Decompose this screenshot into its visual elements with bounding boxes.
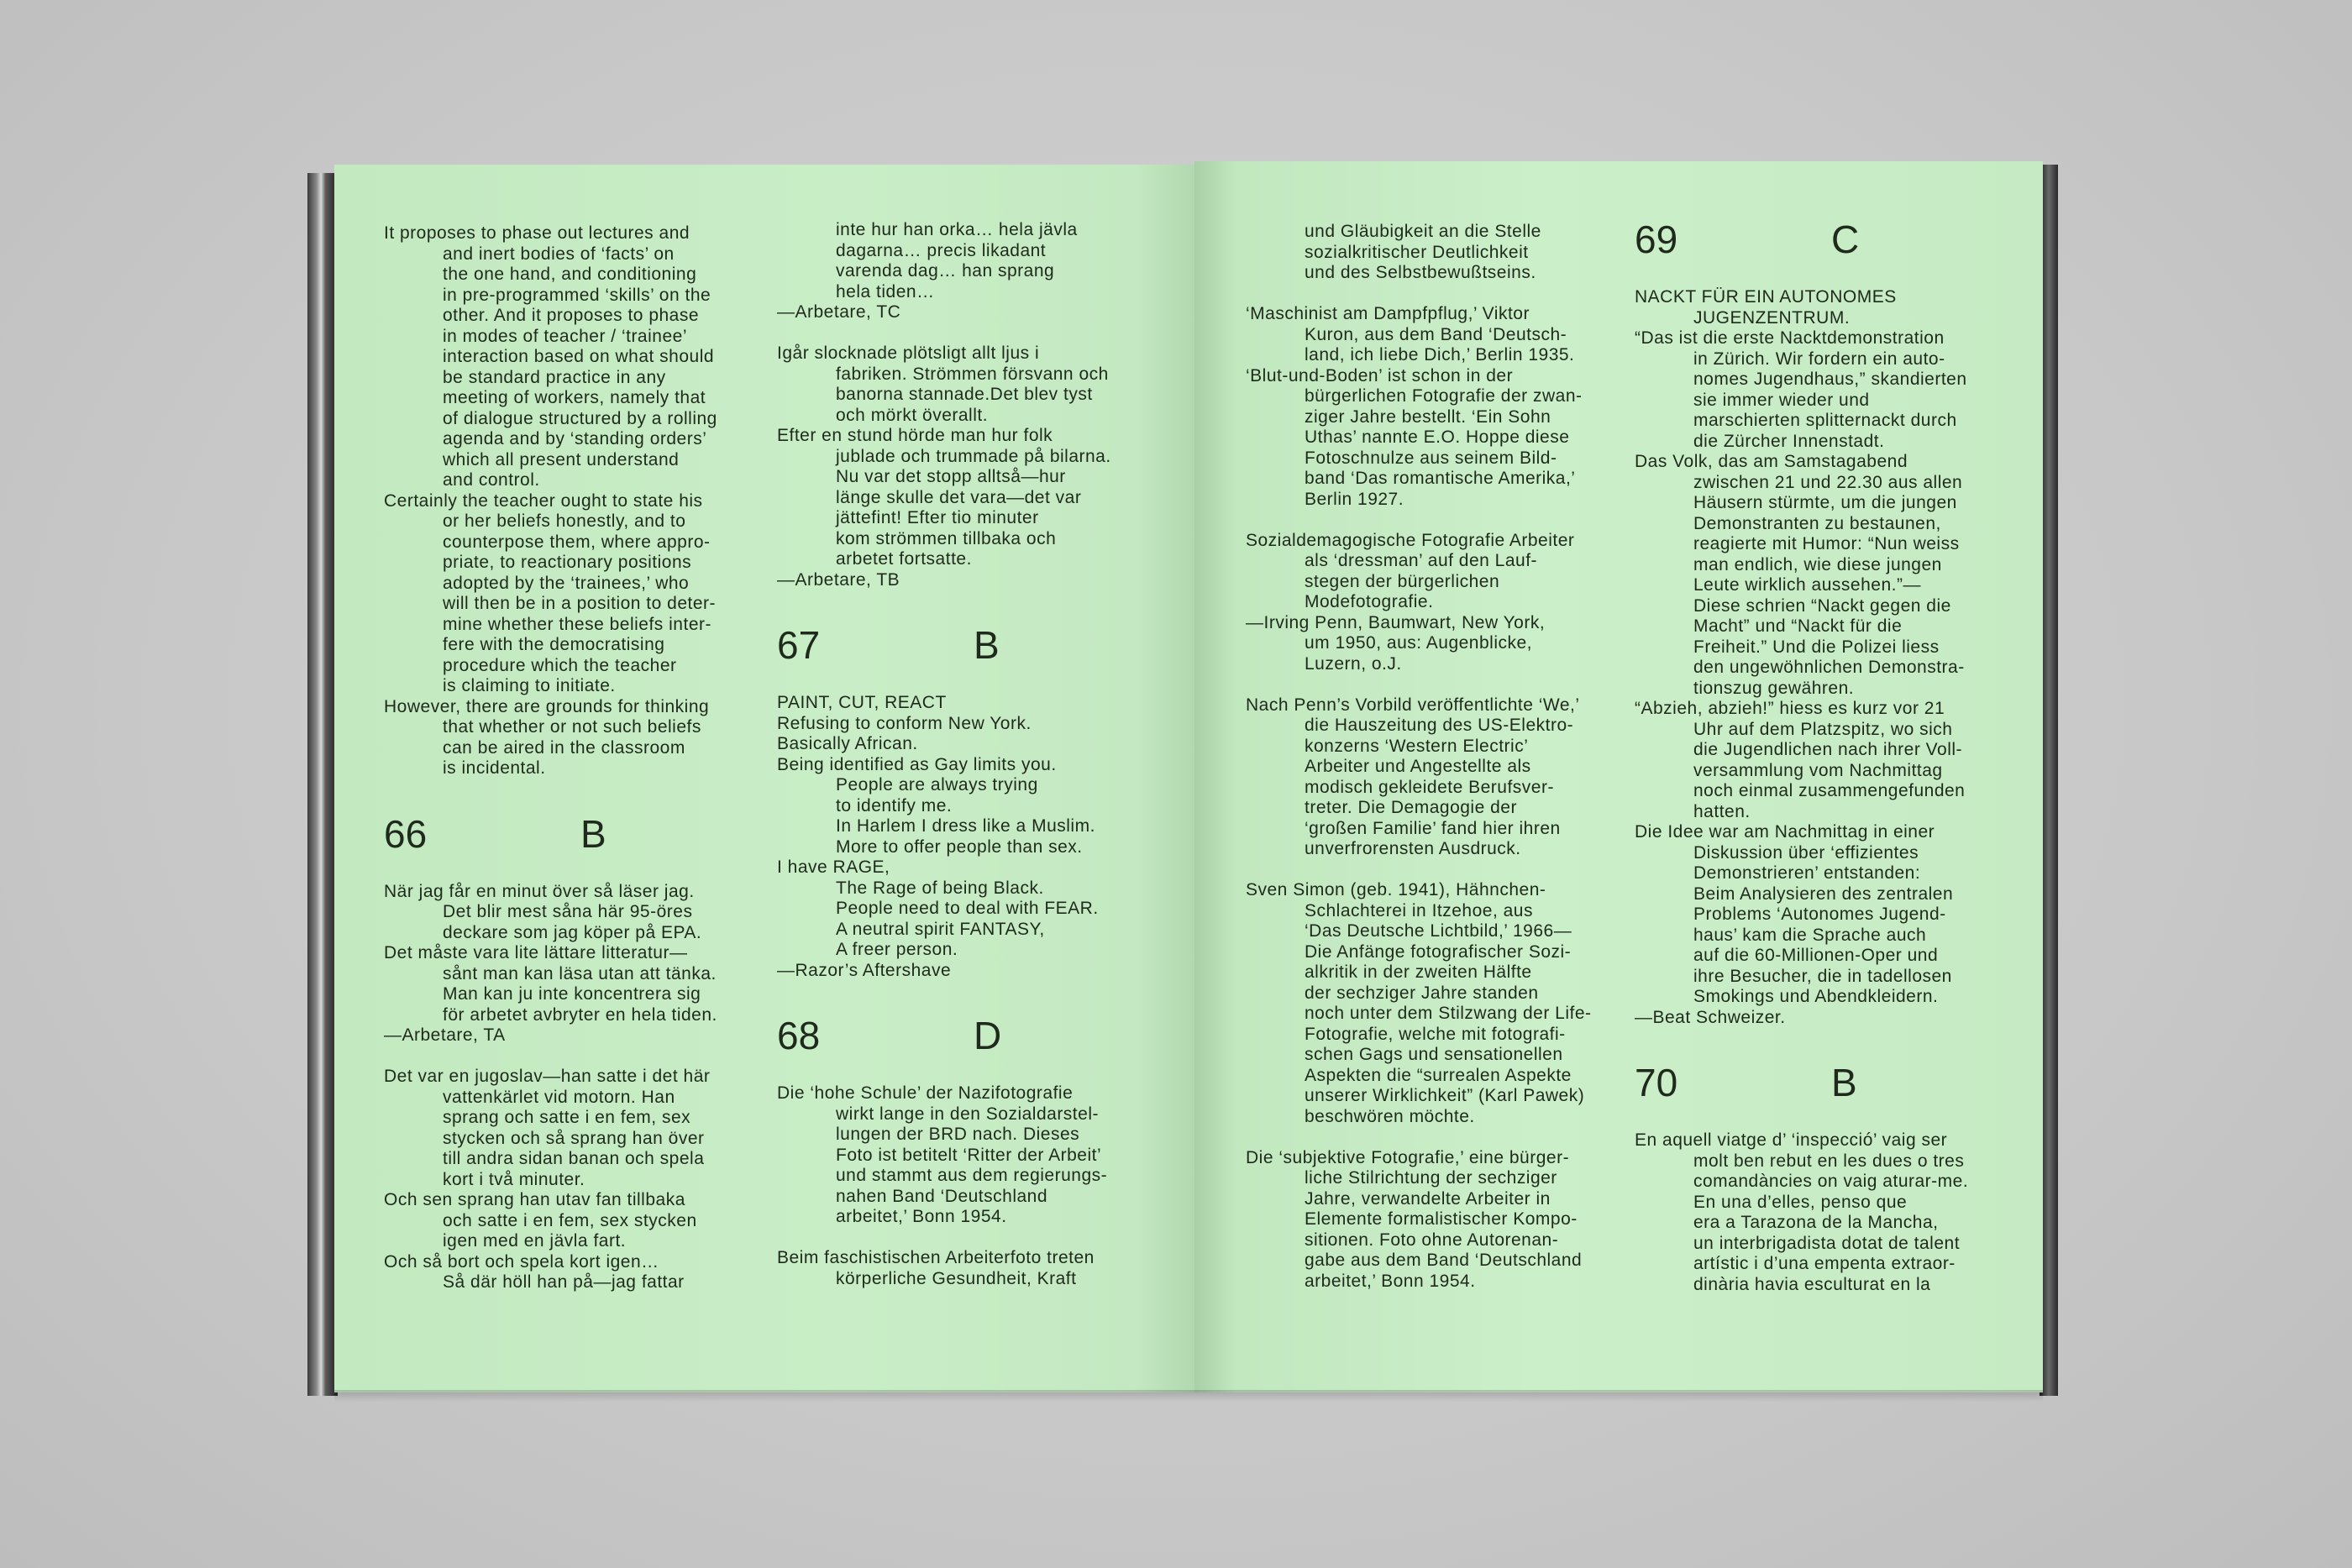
text-line: meeting of workers, namely that (443, 388, 706, 407)
text-line: Fotografie, welche mit fotografi- (1305, 1024, 1566, 1044)
text-line: hatten. (1693, 801, 1751, 821)
text-line: molt ben rebut en les dues o tres (1693, 1151, 1965, 1171)
text-line: lungen der BRD nach. Dieses (836, 1125, 1080, 1144)
text-entry (1635, 1130, 2013, 1295)
text-line: Problems ‘Autonomes Jugend- (1693, 905, 1946, 924)
text-line: gabe aus dem Band ‘Deutschland (1305, 1251, 1583, 1270)
text-line: of dialogue structured by a rolling (443, 408, 717, 428)
text-line: marschierten splitternackt durch (1693, 411, 1957, 430)
section-number: 66 (384, 811, 428, 856)
text-line: Nu var det stopp alltså—hur (836, 467, 1066, 486)
text-line: treter. Die Demagogie der (1305, 798, 1517, 817)
text-line: or her beliefs honestly, and to (443, 511, 686, 531)
text-line: artístic i d’una empenta extraor- (1693, 1254, 1956, 1273)
text-line: the one hand, and conditioning (443, 265, 697, 284)
paragraph (384, 223, 762, 491)
text-line: die Jugendlichen nach ihrer Voll- (1693, 740, 1963, 759)
text-line: Leute wirklich aussehen.”— (1693, 575, 1921, 595)
text-line: stycken och så sprang han över (443, 1128, 705, 1148)
text-line: körperliche Gesundheit, Kraft (836, 1268, 1077, 1288)
text-line: Die Anfänge fotografischer Sozi- (1305, 941, 1572, 962)
text-line: sånt man kan läsa utan att tänka. (443, 963, 717, 983)
text-line: haus’ kam die Sprache auch (1693, 925, 1927, 945)
section-heading (1635, 218, 2013, 260)
text-line: ‘Maschinist am Dampfpflug,’ Viktor (1246, 304, 1530, 323)
text-line: —Arbetare, TA (384, 1025, 506, 1045)
text-entry (1246, 222, 1624, 284)
text-line: Certainly the teacher ought to state his (384, 490, 703, 511)
text-line: The Rage of being Black. (836, 878, 1044, 898)
paragraph (384, 1252, 762, 1293)
text-line: un interbrigadista dotat de talent (1693, 1233, 1961, 1253)
section-number: 68 (777, 1014, 821, 1057)
paragraph (384, 491, 762, 697)
text-line: noch einmal zusammengefunden (1693, 781, 1966, 800)
paragraph (384, 1190, 762, 1252)
text-line: ziger Jahre bestellt. ‘Ein Sohn (1305, 406, 1551, 427)
text-line: Das Volk, das am Samstagabend (1635, 452, 1908, 471)
text-line: reagierte mit Humor: “Nun weiss (1693, 534, 1960, 553)
text-line: ‘Das Deutsche Lichtbild,’ 1966— (1305, 921, 1572, 941)
text-line: Arbeiter und Angestellte als (1305, 757, 1531, 776)
text-column-4 (1635, 218, 2013, 1295)
paragraph (1635, 1008, 2013, 1029)
text-line: Nach Penn’s Vorbild veröffentlichte ‘We,’ (1246, 695, 1580, 715)
text-line: and control. (443, 470, 540, 490)
paragraph (384, 1067, 762, 1190)
paragraph (1246, 222, 1624, 284)
text-line: “Abzieh, abzieh!” hiess es kurz vor 21 (1635, 699, 1945, 718)
paragraph (1635, 287, 2013, 328)
text-line: Igår slocknade plötsligt allt ljus i (777, 343, 1040, 363)
text-line: sozialkritischer Deutlichkeit (1305, 242, 1529, 262)
text-line: und stammt aus dem regierungs- (836, 1166, 1108, 1185)
text-line: ‘großen Familie’ fand hier ihren (1305, 818, 1561, 838)
text-line: Freiheit.” Und die Polizei liess (1693, 637, 1940, 657)
text-line: —Beat Schweizer. (1635, 1007, 1786, 1027)
text-line: Beim Analysieren des zentralen (1693, 884, 1954, 904)
text-line: Die ‘subjektive Fotografie,’ eine bürger- (1246, 1147, 1570, 1167)
paragraph (1635, 699, 2013, 822)
text-line: —Arbetare, TC (777, 302, 901, 322)
text-entry (777, 220, 1155, 323)
text-line: auf die 60-Millionen-Oper und (1693, 946, 1939, 965)
text-line: People are always trying (836, 775, 1038, 794)
paragraph (1635, 452, 2013, 699)
text-column-3 (1246, 222, 1624, 1292)
text-line: I have RAGE, (777, 857, 890, 877)
text-line: ‘Blut-und-Boden’ ist schon in der (1246, 365, 1514, 385)
text-entry (777, 1248, 1155, 1289)
text-line: hela tiden… (836, 281, 935, 302)
text-line: in modes of teacher / ‘trainee’ (443, 326, 687, 346)
text-line: A freer person. (836, 940, 958, 959)
text-entry (1635, 287, 2013, 1028)
book-shadow (334, 1390, 2043, 1402)
paragraph (1246, 695, 1624, 860)
text-line: Modefotografie. (1305, 592, 1434, 611)
text-line: När jag får en minut över så läser jag. (384, 881, 695, 901)
text-line: arbeitet,’ Bonn 1954. (1305, 1271, 1476, 1291)
paragraph (777, 693, 1155, 714)
text-line: dinària havia esculturat en la (1693, 1274, 1931, 1294)
text-line: Die Idee war am Nachmittag in einer (1635, 822, 1935, 842)
text-line: priate, to reactionary positions (443, 553, 692, 572)
text-line: banorna stannade.Det blev tyst (836, 385, 1093, 404)
text-line: However, there are grounds for thinking (384, 696, 710, 716)
text-line: bürgerlichen Fotografie der zwan- (1305, 386, 1583, 406)
text-line: die Zürcher Innenstadt. (1693, 431, 1885, 451)
page-stack-edge-left (307, 173, 338, 1396)
text-column-1 (384, 223, 762, 1293)
text-line: und Gläubigkeit an die Stelle (1305, 222, 1541, 241)
text-entry (1246, 531, 1624, 675)
paragraph (777, 220, 1155, 302)
text-line: which all present understand (443, 449, 680, 469)
text-line: Elemente formalistischer Kompo- (1305, 1209, 1578, 1229)
paragraph (777, 302, 1155, 323)
text-column-2 (777, 220, 1155, 1289)
text-line: noch unter dem Stilzwang der Life- (1305, 1004, 1592, 1023)
text-line: —Irving Penn, Baumwart, New York, (1246, 612, 1546, 632)
text-line: modisch gekleidete Berufsver- (1305, 777, 1554, 797)
text-entry (1246, 880, 1624, 1127)
text-line: agenda and by ‘standing orders’ (443, 429, 707, 448)
section-heading (777, 1015, 1155, 1057)
text-line: Diskussion über ‘effizientes (1693, 842, 1919, 863)
text-line: will then be in a position to deter- (443, 594, 717, 613)
text-line: den ungewöhnlichen Demonstra- (1693, 658, 1965, 677)
text-line: jättefint! Efter tio minuter (836, 508, 1039, 527)
text-line: schen Gags und sensationellen (1305, 1045, 1563, 1064)
text-line: in pre-programmed ‘skills’ on the (443, 285, 711, 305)
text-line: Man kan ju inte koncentrera sig (443, 984, 701, 1004)
paragraph (777, 755, 1155, 858)
text-line: mine whether these beliefs inter- (443, 614, 711, 634)
paragraph (777, 1248, 1155, 1289)
paragraph (777, 1083, 1155, 1228)
text-line: Efter en stund hörde man hur folk (777, 426, 1053, 445)
text-line: band ‘Das romantische Amerika,’ (1305, 469, 1576, 488)
text-line: Smokings und Abendkleidern. (1693, 987, 1939, 1006)
text-line: counterpose them, where appro- (443, 532, 711, 552)
section-letter: B (580, 811, 606, 856)
section-letter: B (974, 623, 1000, 667)
text-line: Och sen sprang han utav fan tillbaka (384, 1190, 685, 1209)
text-line: Die ‘hohe Schule’ der Nazifotografie (777, 1083, 1074, 1103)
text-line: Refusing to conform New York. (777, 713, 1032, 733)
text-line: —Arbetare, TB (777, 569, 900, 590)
text-line: can be aired in the classroom (443, 737, 685, 758)
text-line: PAINT, CUT, REACT (777, 693, 947, 712)
section-letter: B (1831, 1061, 1857, 1104)
text-line: Demonstrieren’ entstanden: (1693, 863, 1921, 883)
text-line: konzerns ‘Western Electric’ (1305, 736, 1529, 756)
paragraph (777, 857, 1155, 961)
text-line: and inert bodies of ‘facts’ on (443, 244, 675, 264)
text-line: More to offer people than sex. (836, 836, 1083, 857)
paragraph (777, 426, 1155, 570)
text-line: Uhr auf dem Platzspitz, wo sich (1693, 719, 1953, 739)
text-line: —Razor’s Aftershave (777, 960, 952, 980)
paragraph (1246, 366, 1624, 511)
text-line: tionszug gewähren. (1693, 678, 1855, 698)
text-line: länge skulle det vara—det var (836, 487, 1082, 507)
text-line: be standard practice in any (443, 367, 666, 387)
text-line: It proposes to phase out lectures and (384, 223, 690, 243)
text-line: Häusern stürmte, um die jungen (1693, 493, 1957, 512)
text-line: is incidental. (443, 758, 546, 778)
paragraph (777, 570, 1155, 591)
paragraph (1635, 822, 2013, 1008)
text-line: arbetet fortsatte. (836, 549, 972, 569)
text-line: En aquell viatge d’ ‘inspecció’ vaig ser (1635, 1130, 1948, 1150)
text-line: man endlich, wie diese jungen (1693, 554, 1942, 574)
text-line: Luzern, o.J. (1305, 653, 1402, 674)
section-number: 69 (1635, 218, 1678, 261)
text-line: und des Selbstbewußtseins. (1305, 263, 1536, 282)
text-entry (384, 223, 762, 779)
text-line: nomes Jugendhaus,” skandierten (1693, 370, 1967, 389)
paragraph (1246, 304, 1624, 366)
text-line: adopted by the ‘trainees,’ who (443, 573, 690, 593)
paragraph (384, 882, 762, 944)
text-line: procedure which the teacher (443, 655, 677, 675)
paragraph (384, 697, 762, 779)
text-line: dagarna… precis likadant (836, 240, 1047, 260)
text-line: för arbetet avbryter en hela tiden. (443, 1004, 717, 1025)
text-line: zwischen 21 und 22.30 aus allen (1693, 472, 1963, 492)
text-line: sprang och satte i en fem, sex (443, 1108, 691, 1127)
text-line: En una d’elles, penso que (1693, 1192, 1908, 1212)
text-line: jublade och trummade på bilarna. (836, 446, 1111, 466)
text-line: als ‘dressman’ auf den Lauf- (1305, 551, 1538, 570)
text-line: kom strömmen tillbaka och (836, 528, 1057, 548)
section-heading (384, 813, 762, 855)
text-line: wirkt lange in den Sozialdarstel- (836, 1104, 1099, 1124)
section-number: 67 (777, 623, 821, 667)
section-letter: C (1831, 218, 1860, 261)
text-line: deckare som jag köper på EPA. (443, 922, 702, 942)
text-line: Fotoschnulze aus seinem Bild- (1305, 448, 1557, 468)
text-line: in Zürich. Wir fordern ein auto- (1693, 349, 1945, 369)
text-line: Foto ist betitelt ‘Ritter der Arbeit’ (836, 1145, 1102, 1165)
text-line: die Hauszeitung des US-Elektro- (1305, 716, 1574, 735)
text-line: A neutral spirit FANTASY, (836, 919, 1045, 939)
text-line: Demonstranten zu bestaunen, (1693, 513, 1941, 533)
text-line: Och så bort och spela kort igen… (384, 1251, 659, 1272)
text-line: interaction based on what should (443, 347, 715, 366)
text-line: arbeitet,’ Bonn 1954. (836, 1207, 1007, 1226)
text-entry (777, 693, 1155, 981)
text-line: People need to deal with FEAR. (836, 899, 1099, 918)
text-line: other. And it proposes to phase (443, 306, 700, 325)
text-line: Berlin 1927. (1305, 489, 1404, 509)
text-line: nahen Band ‘Deutschland (836, 1186, 1048, 1206)
paragraph (1635, 328, 2013, 452)
text-line: Jahre, verwandelte Arbeiter in (1305, 1188, 1551, 1209)
text-line: der sechziger Jahre standen (1305, 983, 1539, 1003)
paragraph (1246, 531, 1624, 613)
text-entry (384, 882, 762, 1046)
text-line: inte hur han orka… hela jävla (836, 220, 1078, 239)
text-line: vattenkärlet vid motorn. Han (443, 1087, 675, 1107)
text-line: JUGENZENTRUM. (1693, 307, 1851, 328)
section-heading (777, 624, 1155, 666)
section-number: 70 (1635, 1061, 1678, 1104)
text-line: Schlachterei in Itzehoe, aus (1305, 900, 1533, 920)
text-entry (777, 1083, 1155, 1228)
text-line: In Harlem I dress like a Muslim. (836, 816, 1095, 836)
text-line: to identify me. (836, 795, 953, 815)
text-line: comandàncies on vaig aturar-me. (1693, 1172, 1969, 1191)
text-line: Aspekten die “surrealen Aspekte (1305, 1065, 1572, 1085)
text-line: “Das ist die erste Nacktdemonstration (1635, 328, 1945, 348)
text-entry (1246, 304, 1624, 510)
text-line: beschwören möchte. (1305, 1106, 1475, 1126)
text-line: Uthas’ nannte E.O. Hoppe diese (1305, 427, 1570, 447)
paragraph (777, 343, 1155, 426)
text-line: kort i två minuter. (443, 1169, 585, 1189)
text-line: unserer Wirklichkeit” (Karl Pawek) (1305, 1086, 1585, 1105)
text-line: Sozialdemagogische Fotografie Arbeiter (1246, 530, 1575, 550)
paragraph (777, 961, 1155, 982)
text-line: Det måste vara lite lättare litteratur— (384, 943, 688, 962)
text-line: Det var en jugoslav—han satte i det här (384, 1067, 711, 1086)
text-line: era a Tarazona de la Mancha, (1693, 1213, 1939, 1232)
text-line: och satte i en fem, sex stycken (443, 1210, 697, 1230)
paragraph (1246, 1148, 1624, 1293)
text-line: fabriken. Strömmen försvann och (836, 364, 1109, 384)
paragraph (384, 1025, 762, 1046)
text-line: is claiming to initiate. (443, 676, 616, 695)
text-line: fere with the democratising (443, 635, 665, 654)
text-line: Diese schrien “Nackt gegen die (1693, 595, 1951, 616)
text-line: varenda dag… han sprang (836, 261, 1055, 281)
paragraph (1246, 880, 1624, 1127)
text-line: Beim faschistischen Arbeiterfoto treten (777, 1248, 1095, 1267)
text-line: och mörkt överallt. (836, 405, 989, 425)
text-line: Sven Simon (geb. 1941), Hähnchen- (1246, 880, 1546, 899)
section-letter: D (974, 1014, 1002, 1057)
text-line: alkritik in der zweiten Hälfte (1305, 962, 1532, 982)
text-line: Basically African. (777, 734, 918, 753)
paragraph (777, 734, 1155, 755)
text-line: sitionen. Foto ohne Autorenan- (1305, 1230, 1559, 1250)
paragraph (1635, 1130, 2013, 1295)
text-line: Så där höll han på—jag fattar (443, 1272, 685, 1292)
text-line: liche Stilrichtung der sechziger (1305, 1168, 1557, 1188)
text-line: stegen der bürgerlichen (1305, 571, 1500, 591)
paragraph (384, 943, 762, 1025)
paragraph (777, 714, 1155, 735)
paragraph (1246, 613, 1624, 675)
text-entry (384, 1067, 762, 1293)
text-entry (1246, 1148, 1624, 1293)
text-line: igen med en jävla fart. (443, 1231, 627, 1251)
text-line: Kuron, aus dem Band ‘Deutsch- (1305, 324, 1567, 344)
text-entry (777, 343, 1155, 590)
text-line: unverfrorensten Ausdruck. (1305, 839, 1521, 858)
text-line: till andra sidan banan och spela (443, 1149, 705, 1168)
text-line: versammlung vom Nachmittag (1693, 760, 1943, 780)
text-line: that whether or not such beliefs (443, 717, 701, 737)
section-heading (1635, 1062, 2013, 1104)
text-line: Det blir mest såna här 95-öres (443, 902, 693, 921)
text-line: Macht” und “Nackt für die (1693, 616, 1903, 636)
text-line: land, ich liebe Dich,’ Berlin 1935. (1305, 345, 1575, 364)
text-line: sie immer wieder und (1693, 390, 1870, 410)
text-line: um 1950, aus: Augenblicke, (1305, 633, 1533, 653)
text-entry (1246, 695, 1624, 860)
text-line: NACKT FÜR EIN AUTONOMES (1635, 287, 1897, 307)
text-line: ihre Besucher, die in tadellosen (1693, 966, 1952, 986)
text-line: Being identified as Gay limits you. (777, 754, 1057, 774)
